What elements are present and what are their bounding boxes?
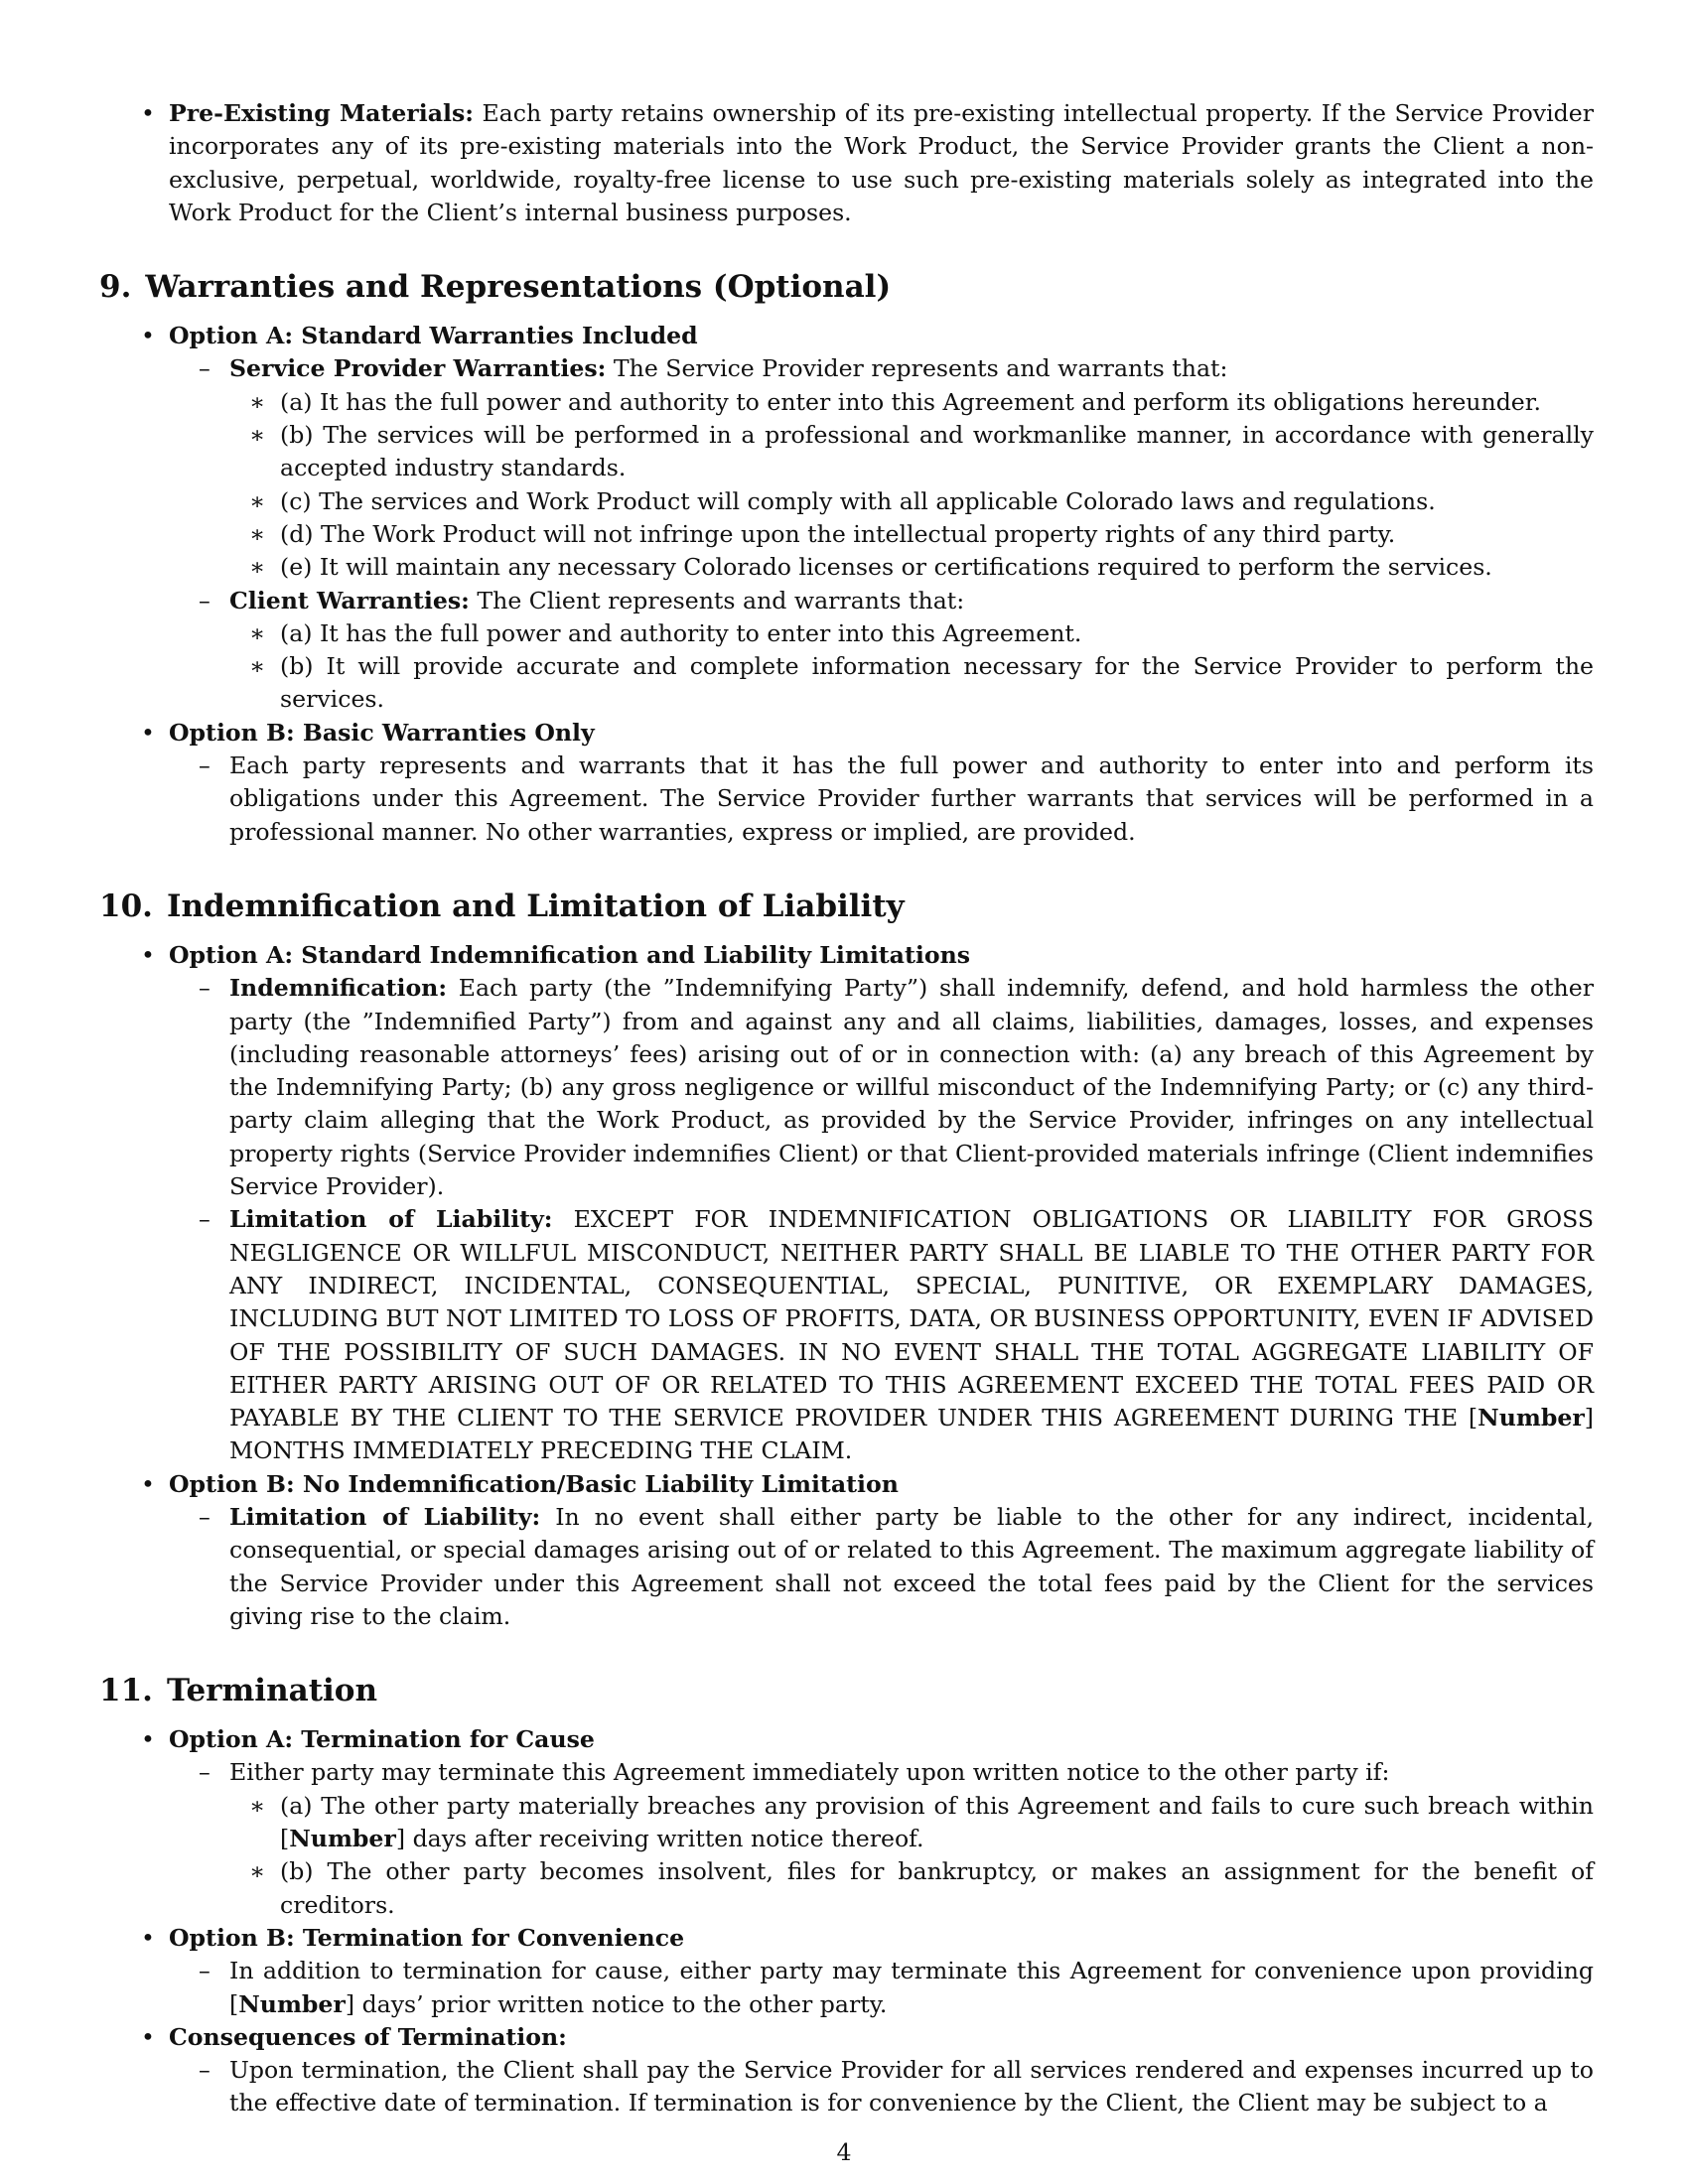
star: ∗ [249, 553, 266, 582]
section-heading-11 [99, 1671, 1594, 1710]
consequences-item [99, 2021, 1594, 2054]
item-label: Limitation of Liability: [229, 1205, 553, 1234]
star: ∗ [249, 618, 266, 647]
bullet: • [141, 99, 155, 127]
option-label: Option B: Termination for Convenience [169, 1923, 685, 1952]
dash: – [199, 586, 211, 614]
bullet: • [141, 322, 155, 350]
item-text: Either party may terminate this Agreement immediately upon written notice to the other party if: [229, 1758, 1390, 1787]
bullet: • [141, 1469, 155, 1498]
client-warranties [99, 585, 1594, 617]
item-label: Pre-Existing Materials: [169, 99, 474, 127]
item-label: Indemnification: [229, 974, 448, 1003]
bullet: • [141, 1923, 155, 1952]
option-label: Option B: No Indemnification/Basic Liability Limitation [169, 1469, 899, 1498]
section-title: Termination [166, 1673, 378, 1709]
list-item [99, 386, 1594, 419]
option-b-item [99, 717, 1594, 750]
option-label: Option B: Basic Warranties Only [169, 718, 595, 747]
placeholder-number: Number [1477, 1404, 1585, 1433]
item-text: The Client represents and warrants that: [477, 586, 965, 614]
item-text: In addition to termination for cause, either party may terminate this Agreement for convenience upon providing [229, 1957, 1594, 1985]
item-label: Client Warranties: [229, 586, 470, 614]
star: ∗ [249, 1857, 266, 1886]
item-text: MONTHS IMMEDIATELY PRECEDING THE CLAIM. [229, 1436, 853, 1465]
bullet: • [141, 940, 155, 969]
item-text: Each party retains ownership of its pre-existing intellectual property. If the Service Provider incorporates any of its pre-existing materials into the Work Product, the Service Provider grants the Client a non-exclusive, perpetual, worldwide, royalty-free license to use such pre-existing materials solely as integrated into the Work Product for the Client’s internal business purposes. [169, 99, 1595, 226]
page-number: 4 [836, 2138, 852, 2166]
star: ∗ [249, 387, 266, 416]
option-a-item [99, 1723, 1594, 1756]
bullet: • [141, 1725, 155, 1754]
star: ∗ [249, 1791, 266, 1820]
limitation-of-liability-clause [99, 1501, 1594, 1633]
item-text: (b) The services will be performed in a professional and workmanlike manner, in accordance with generally accepted industry standards. [280, 421, 1594, 482]
item-text: (c) The services and Work Product will comply with all applicable Colorado laws and regulations. [280, 486, 1436, 515]
section-number: 11. [99, 1673, 153, 1709]
option-a-item [99, 939, 1594, 972]
star: ∗ [249, 519, 266, 548]
section-number: 10. [99, 887, 153, 924]
star: ∗ [249, 421, 266, 450]
section-heading-10 [99, 887, 1594, 926]
dash: – [199, 2056, 211, 2085]
pre-existing-materials-item [99, 97, 1594, 229]
list-item: ∗ (a) The other party materially breaches any provision of this Agreement and fails to cure such breach within [Number] days after receiving written notice thereof. [249, 1791, 1594, 1853]
list-item [99, 2054, 1594, 2120]
dash: – [199, 1758, 211, 1787]
star: ∗ [249, 652, 266, 681]
placeholder-number: Number [238, 1989, 346, 2018]
item-text: The Service Provider represents and warrants that: [613, 354, 1228, 383]
item-text: Upon termination, the Client shall pay the Service Provider for all services rendered and expenses incurred up to the effective date of termination. If termination is for convenience by the Client, the Client may be subject to a [229, 2056, 1594, 2117]
section-title: Indemnification and Limitation of Liability [166, 887, 905, 924]
item-text: (a) The other party materially breaches any provision of this Agreement and fails to cure such breach within [280, 1791, 1594, 1820]
list-item: – In addition to termination for cause, either party may terminate this Agreement for convenience upon providing [Number] days’ prior written notice to the other party. [199, 1957, 1594, 2018]
item-text: (b) It will provide accurate and complete information necessary for the Service Provider to perform the services. [280, 652, 1594, 714]
option-label: Option A: Standard Warranties Included [169, 322, 698, 350]
indemnification-clause [99, 972, 1594, 1203]
dash: – [199, 1502, 211, 1531]
list-item [99, 650, 1594, 717]
list-item [99, 419, 1594, 485]
item-text: EXCEPT FOR INDEMNIFICATION OBLIGATIONS OR LIABILITY FOR GROSS NEGLIGENCE OR WILLFUL MISCONDUCT, NEITHER PARTY SHALL BE LIABLE TO THE OTHER PARTY FOR ANY INDIRECT, INCIDENTAL, CONSEQUENTIAL, SPECIAL, PUNITIVE, OR EXEMPLARY DAMAGES, INCLUDING BUT NOT LIMITED TO LOSS OF PROFITS, DATA, OR BUSINESS OPPORTUNITY, EVEN IF ADVISED OF THE POSSIBILITY OF SUCH DAMAGES. IN NO EVENT SHALL THE TOTAL AGGREGATE LIABILITY OF EITHER PARTY ARISING OUT OF OR RELATED TO THIS AGREEMENT EXCEED THE TOTAL FEES PAID OR PAYABLE BY THE CLIENT TO THE SERVICE PROVIDER UNDER THIS AGREEMENT DURING THE [229, 1205, 1595, 1433]
placeholder-number: Number [289, 1825, 396, 1853]
item-label: Limitation of Liability: [229, 1502, 541, 1531]
item-text: (d) The Work Product will not infringe upon the intellectual property rights of any third party. [280, 519, 1396, 548]
item-label: Service Provider Warranties: [229, 354, 607, 383]
dash: – [199, 1957, 211, 1985]
item-text: (a) It has the full power and authority to enter into this Agreement. [280, 618, 1082, 647]
item-text: days after receiving written notice thereof. [412, 1825, 924, 1853]
option-a-item [99, 320, 1594, 352]
list-item [99, 1855, 1594, 1922]
section-heading-9 [99, 267, 1594, 307]
item-text: (e) It will maintain any necessary Colorado licenses or certifications required to perform the services. [280, 553, 1492, 582]
option-label: Option A: Termination for Cause [169, 1725, 595, 1754]
list-item [99, 551, 1594, 584]
star: ∗ [249, 486, 266, 515]
item-text: days’ prior written notice to the other party. [361, 1989, 888, 2018]
option-label: Option A: Standard Indemnification and Liability Limitations [169, 940, 971, 969]
item-text: (a) It has the full power and authority to enter into this Agreement and perform its obligations hereunder. [280, 387, 1541, 416]
option-b-item [99, 1922, 1594, 1955]
option-label: Consequences of Termination: [169, 2022, 567, 2051]
dash: – [199, 354, 211, 383]
item-text: (b) The other party becomes insolvent, files for bankruptcy, or makes an assignment for the benefit of creditors. [280, 1857, 1594, 1919]
dash: – [199, 974, 211, 1003]
item-text: Each party (the ”Indemnifying Party”) shall indemnify, defend, and hold harmless the other party (the ”Indemnified Party”) from and against any and all claims, liabilities, damages, losses, and expenses (including reasonable attorneys’ fees) arising out of or in connection with: (a) any breach of this Agreement by the Indemnifying Party; (b) any gross negligence or willful misconduct of the Indemnifying Party; or (c) any third-party claim alleging that the Work Product, as provided by the Service Provider, infringes on any intellectual property rights (Service Provider indemnifies Client) or that Client-provided materials infringe (Client indemnifies Service Provider). [229, 974, 1594, 1201]
item-text: In no event shall either party be liable to the other for any indirect, incidental, consequential, or special damages arising out of or related to this Agreement. The maximum aggregate liability of the Service Provider under this Agreement shall not exceed the total fees paid by the Client for the services giving rise to the claim. [229, 1502, 1594, 1630]
limitation-of-liability-clause: – Limitation of Liability: EXCEPT FOR INDEMNIFICATION OBLIGATIONS OR LIABILITY FOR GROSS NEGLIGENCE OR WILLFUL MISCONDUCT, NEITHER PARTY SHALL BE LIABLE TO THE OTHER PARTY FOR ANY INDIRECT, INCIDENTAL, CONSEQUENTIAL, SPECIAL, PUNITIVE, OR EXEMPLARY DAMAGES, INCLUDING BUT NOT LIMITED TO LOSS OF PROFITS, DATA, OR BUSINESS OPPORTUNITY, EVEN IF ADVISED OF THE POSSIBILITY OF SUCH DAMAGES. IN NO EVENT SHALL THE TOTAL AGGREGATE LIABILITY OF EITHER PARTY ARISING OUT OF OR RELATED TO THIS AGREEMENT EXCEED THE TOTAL FEES PAID OR PAYABLE BY THE CLIENT TO THE SERVICE PROVIDER UNDER THIS AGREEMENT DURING THE [Number] MONTHS IMMEDIATELY PRECEDING THE CLAIM. [199, 1205, 1595, 1465]
list-item [99, 485, 1594, 518]
section-title: Warranties and Representations (Optional) [145, 269, 892, 306]
document-body [99, 97, 1594, 2120]
option-b-item [99, 1468, 1594, 1501]
section-number: 9. [99, 269, 132, 306]
list-item [99, 518, 1594, 551]
list-item [99, 1756, 1594, 1789]
list-item [99, 750, 1594, 849]
dash: – [199, 1205, 211, 1234]
item-text: Each party represents and warrants that it has the full power and authority to enter into and perform its obligations under this Agreement. The Service Provider further warrants that services will be performed in a professional manner. No other warranties, express or implied, are provided. [229, 751, 1594, 846]
list-item [99, 617, 1594, 650]
dash: – [199, 751, 211, 780]
bullet: • [141, 718, 155, 747]
bullet: • [141, 2022, 155, 2051]
service-provider-warranties [99, 352, 1594, 385]
